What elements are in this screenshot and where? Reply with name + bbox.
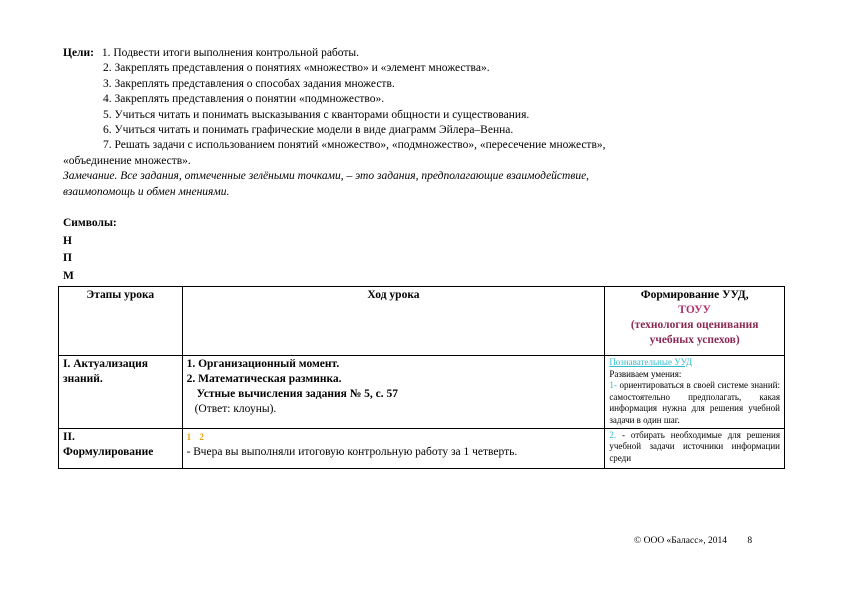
uud-text: ориентироваться в своей системе знаний: самостоятельно предполагать, какая информация нужна для решения учебной задачи в один шаг.	[609, 380, 780, 425]
header-tech: (технология оценивания учебных успехов)	[630, 319, 759, 346]
course-cell	[182, 428, 605, 468]
symbols-section	[63, 215, 117, 285]
course-answer: (Ответ: клоуны).	[194, 403, 277, 415]
uud-title: Познавательные УУД	[609, 357, 693, 367]
goal-item: 6. Учиться читать и понимать графические модели в виде диаграмм Эйлера–Венна.	[103, 124, 514, 137]
goal-item: 1. Подвести итоги выполнения контрольной работы.	[101, 47, 360, 59]
course-step: Устные вычисления задания № 5, с. 57	[196, 388, 399, 400]
header-tou: ТОУУ	[678, 304, 711, 316]
symbol-item: Н	[63, 234, 72, 247]
course-step: 1. Организационный момент.	[186, 358, 340, 370]
table-row	[59, 356, 785, 429]
remark-line: Замечание. Все задания, отмеченные зелёными точками, – это задания, предполагающие взаимодействие,	[63, 170, 590, 183]
uud-cell	[605, 428, 785, 468]
uud-text-block	[609, 380, 780, 426]
symbol-item: П	[63, 252, 72, 264]
header-stages: Этапы урока	[59, 287, 183, 356]
course-step: - Вчера вы выполняли итоговую контрольную работу за 1 четверть.	[186, 445, 518, 458]
goal-item: 7. Решать задачи с использованием понятий «множество», «подмножество», «пересечение множеств»,	[103, 139, 606, 152]
header-uud-title: Формирование УУД,	[640, 289, 749, 301]
stage-name: Формулирование	[63, 445, 154, 458]
page-number: 8	[747, 536, 753, 546]
uud-text: - отбирать необходимые для решения учебной задачи источники информации среди	[609, 429, 780, 463]
header-course: Ход урока	[182, 287, 605, 356]
uud-number: 1-	[609, 380, 617, 391]
uud-number: 2.	[609, 429, 617, 440]
goal-item-continuation: «объединение множеств».	[63, 154, 191, 167]
remark-line: взаимопомощь и обмен мнениями.	[63, 185, 230, 198]
goal-item: 4. Закреплять представления о понятии «подмножество».	[103, 93, 385, 106]
stage-number: II.	[63, 430, 75, 443]
page-footer	[634, 536, 752, 546]
uud-cell	[605, 356, 785, 429]
table-row	[59, 428, 785, 468]
goal-item: 2. Закреплять представления о понятиях «множество» и «элемент множества».	[103, 62, 490, 75]
stage-cell	[59, 428, 183, 468]
header-uud	[605, 287, 785, 356]
symbols-label: Символы:	[63, 217, 117, 229]
interaction-dots-icon: 1 2	[186, 431, 207, 442]
course-step: 2. Математическая разминка.	[186, 373, 342, 385]
table-header-row	[59, 287, 785, 356]
goals-label: Цели:	[63, 47, 94, 59]
lesson-table	[58, 286, 785, 469]
copyright-text: © ООО «Баласс», 2014	[634, 536, 727, 546]
goal-line-1	[63, 46, 763, 61]
symbol-item: М	[63, 269, 74, 282]
stage-cell: I. Актуализация знаний.	[59, 356, 183, 429]
goal-item: 3. Закреплять представления о способах задания множеств.	[103, 77, 395, 90]
goals-section	[63, 46, 763, 200]
goal-item: 5. Учиться читать и понимать высказывания с кванторами общности и существования.	[103, 108, 530, 121]
uud-subtitle: Развиваем умения:	[609, 368, 682, 379]
course-cell	[182, 356, 605, 429]
